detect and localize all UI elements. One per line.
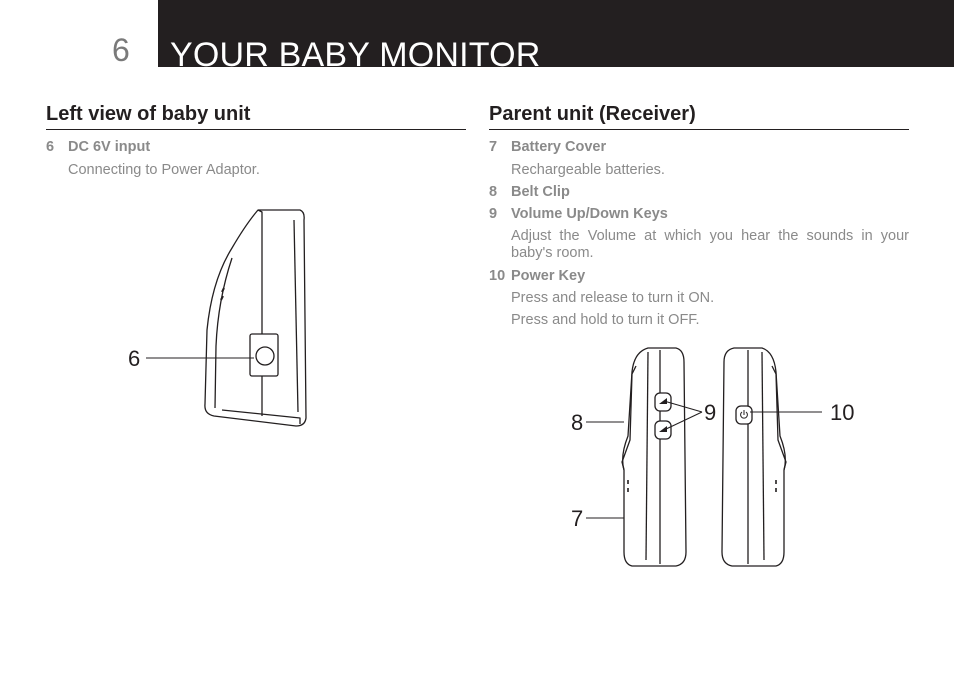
item-9-description: Adjust the Volume at which you hear the sounds in your baby's room.: [511, 228, 909, 261]
item-name: Battery Cover: [511, 139, 607, 155]
callout-8: 8: [571, 410, 584, 435]
callout-6: 6: [128, 346, 141, 371]
item-number: 7: [489, 139, 498, 155]
item-name: DC 6V input: [68, 139, 151, 155]
dc-input-jack: [256, 347, 274, 365]
item-6-description: Connecting to Power Adaptor.: [68, 162, 260, 178]
page-title: YOUR BABY MONITOR: [170, 36, 541, 67]
item-number: 8: [489, 184, 498, 200]
item-name: Power Key: [511, 268, 586, 284]
item-number: 9: [489, 206, 498, 222]
page-number: 6: [112, 32, 130, 68]
baby-unit-side-view: [205, 210, 306, 426]
parent-unit-right-view: [722, 348, 786, 566]
item-7-description: Rechargeable batteries.: [511, 162, 665, 178]
right-section-title: Parent unit (Receiver): [489, 103, 696, 125]
item-name: Volume Up/Down Keys: [511, 206, 668, 222]
left-section-title: Left view of baby unit: [46, 103, 251, 125]
callout-10: 10: [830, 400, 855, 425]
item-number: 6: [46, 139, 55, 155]
item-10-description-line-2: Press and hold to turn it OFF.: [511, 312, 700, 328]
item-10-description-line-1: Press and release to turn it ON.: [511, 290, 715, 306]
parent-unit-left-view: [622, 348, 686, 566]
baby-unit-body: [205, 210, 306, 426]
item-number: 10: [489, 268, 506, 284]
callout-7: 7: [571, 506, 584, 531]
callout-9: 9: [704, 400, 717, 425]
item-name: Belt Clip: [511, 184, 570, 200]
